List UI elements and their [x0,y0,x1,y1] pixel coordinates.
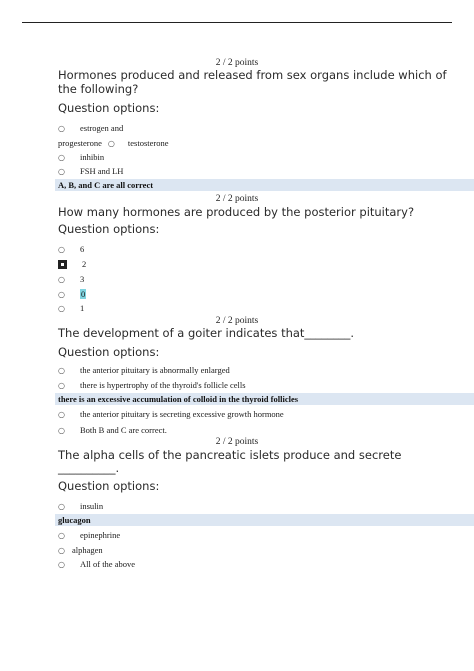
q1-option-2-label: testosterone [127,138,169,148]
q4-option-4[interactable] [58,545,103,555]
q1-option-4[interactable] [58,166,123,176]
q3-option-5-label: Both B and C are correct. [80,425,167,435]
q1-title: Hormones produced and released from sex organs include which of the following? [58,68,447,96]
q4-option-3-label: epinephrine [80,530,121,540]
q3-option-4[interactable] [58,409,284,419]
q2-option-4[interactable] [58,289,86,299]
radio-icon[interactable]: ○ [58,166,65,176]
q2-option-3[interactable] [58,274,84,284]
radio-icon[interactable]: ○ [58,530,65,540]
q4-options-label: Question options: [58,479,160,493]
q4-option-4-label: alphagen [72,545,103,555]
q1-option-1-label: estrogen and [80,123,124,133]
top-rule [22,22,452,23]
q2-option-1-label: 6 [80,244,85,254]
q2-options-label: Question options: [58,222,160,236]
q4-correct-answer[interactable]: glucagon [58,515,91,525]
q1-option-1-cont-label: progesterone [58,138,102,148]
q2-title: How many hormones are produced by the posterior pituitary? [58,205,415,219]
q2-option-3-label: 3 [80,274,85,284]
radio-icon[interactable]: ○ [58,501,65,511]
q4-option-3[interactable] [58,530,120,540]
q3-option-5[interactable] [58,425,167,435]
q3-option-1-label: the anterior pituitary is abnormally enlarged [80,365,230,375]
radio-icon[interactable]: ○ [58,303,65,313]
q3-options-label: Question options: [58,345,160,359]
radio-icon[interactable]: ○ [58,425,65,435]
q4-option-5[interactable] [58,559,135,569]
q1-option-3[interactable] [58,152,104,162]
q1-option-4-label: FSH and LH [80,166,124,176]
q3-title: The development of a goiter indicates that________. [58,326,355,340]
q1-points: 2 / 2 points [215,58,259,68]
q3-option-2[interactable] [58,380,246,390]
q4-title-line2: __________. [58,461,120,475]
q3-option-2-label: there is hypertrophy of the thyroid's follicle cells [80,380,246,390]
q3-points: 2 / 2 points [215,316,259,326]
radio-icon[interactable]: ○ [58,123,65,133]
q1-option-3-label: inhibin [80,152,105,162]
q3-option-4-label: the anterior pituitary is secreting excessive growth hormone [80,409,284,419]
radio-icon[interactable]: ○ [58,289,65,299]
q4-correct-band [55,514,474,526]
radio-icon[interactable]: ○ [58,409,65,419]
q2-option-2-label: 2 [82,259,87,269]
q4-title-line1: The alpha cells of the pancreatic islets produce and secrete [58,448,402,462]
q2-option-2[interactable] [58,259,86,269]
radio-icon[interactable]: ○ [58,244,65,254]
radio-icon[interactable]: ○ [58,559,65,569]
q2-option-5[interactable] [58,303,84,313]
q1-correct-answer[interactable]: A, B, and C are all correct [58,180,154,190]
q2-option-4-label: 0 [81,289,86,299]
q2-points: 2 / 2 points [215,194,259,204]
radio-icon[interactable]: ○ [58,152,65,162]
q4-option-1-label: insulin [80,501,104,511]
q4-points: 2 / 2 points [215,437,259,447]
radio-icon[interactable]: ○ [58,545,65,555]
q1-option-1-cont [58,138,169,148]
q1-options-label: Question options: [58,101,160,115]
q3-correct-answer[interactable]: there is an excessive accumulation of colloid in the thyroid follicles [58,394,299,404]
q4-option-1[interactable] [58,501,103,511]
q1-option-1[interactable] [58,123,123,133]
q4-option-5-label: All of the above [80,559,135,569]
radio-icon[interactable]: ○ [58,274,65,284]
radio-icon[interactable]: ○ [107,138,115,148]
checked-radio-icon[interactable] [58,260,67,269]
q3-option-1[interactable] [58,365,230,375]
q2-option-1[interactable] [58,244,84,254]
q2-option-5-label: 1 [80,303,85,313]
radio-icon[interactable]: ○ [58,365,65,375]
radio-icon[interactable]: ○ [58,380,65,390]
